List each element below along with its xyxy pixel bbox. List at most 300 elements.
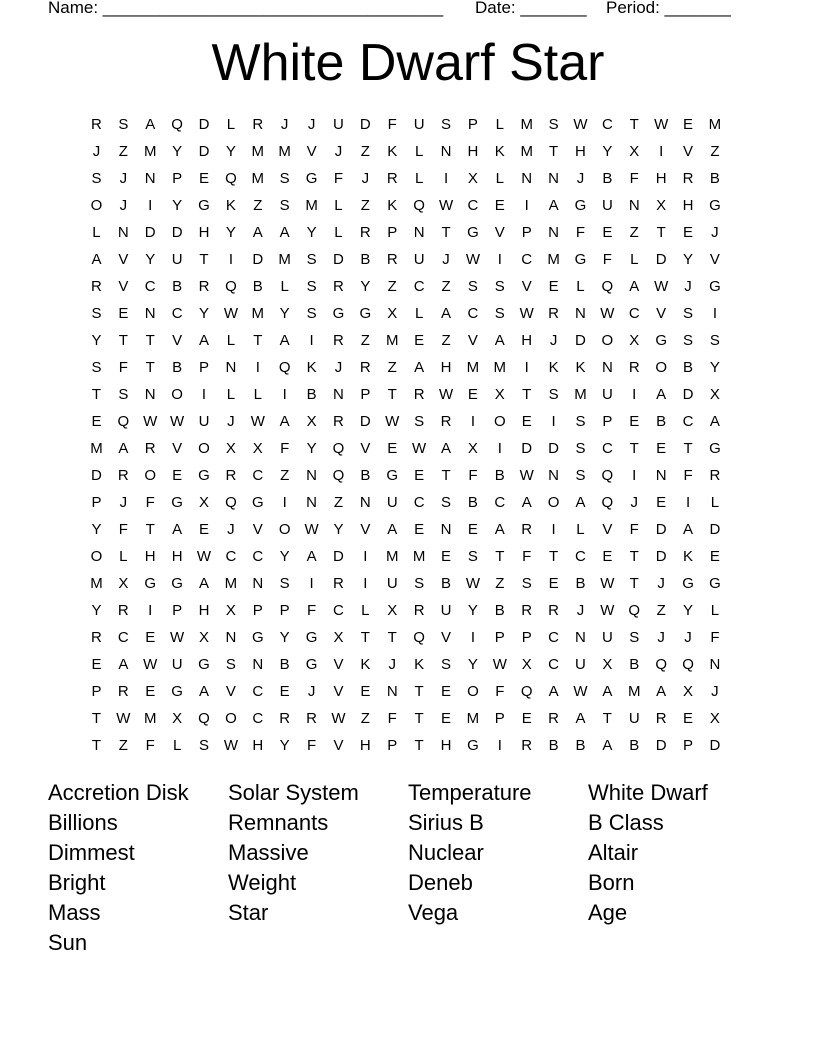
grid-letter: K xyxy=(494,143,505,160)
grid-letter: U xyxy=(628,710,640,727)
grid-letter: I xyxy=(659,143,664,160)
grid-letter: S xyxy=(467,278,478,295)
grid-letter: R xyxy=(521,737,533,754)
grid-letter: E xyxy=(414,332,425,349)
grid-letter: P xyxy=(360,386,371,403)
grid-letter: E xyxy=(521,413,532,430)
grid-letter: E xyxy=(656,494,667,511)
grid-letter: Y xyxy=(360,278,371,295)
grid-letter: N xyxy=(144,170,156,187)
grid-letter: Y xyxy=(279,305,290,322)
grid-letter: J xyxy=(711,683,719,700)
grid-letter: C xyxy=(333,602,344,619)
grid-letter: T xyxy=(629,575,639,592)
grid-letter: H xyxy=(440,359,452,376)
grid-letter: W xyxy=(331,710,346,727)
grid-letter: E xyxy=(467,386,478,403)
grid-letter: A xyxy=(91,251,102,268)
grid-letter: U xyxy=(386,494,398,511)
grid-letter: E xyxy=(467,521,478,538)
word-bank-item: Age xyxy=(588,900,628,925)
grid-letter: I xyxy=(148,197,153,214)
grid-letter: H xyxy=(467,143,479,160)
grid-letter: X xyxy=(467,440,478,457)
grid-letter: E xyxy=(145,683,156,700)
grid-letter: H xyxy=(171,548,183,565)
grid-letter: I xyxy=(148,602,153,619)
grid-letter: W xyxy=(250,413,265,430)
grid-letter: L xyxy=(280,278,289,295)
grid-letter: G xyxy=(251,494,264,511)
grid-letter: I xyxy=(470,413,475,430)
grid-letter: U xyxy=(601,629,613,646)
grid-letter: B xyxy=(279,656,290,673)
grid-letter: Y xyxy=(306,440,317,457)
grid-letter: Y xyxy=(709,359,720,376)
grid-letter: T xyxy=(549,143,559,160)
grid-letter: L xyxy=(710,494,720,511)
grid-letter: B xyxy=(656,413,667,430)
grid-letter: N xyxy=(144,386,156,403)
grid-letter: M xyxy=(466,359,480,376)
grid-letter: X xyxy=(172,710,183,727)
word-bank-item: Born xyxy=(588,870,635,895)
grid-letter: R xyxy=(91,278,102,295)
grid-letter: D xyxy=(333,251,344,268)
grid-letter: C xyxy=(252,683,264,700)
grid-letter: P xyxy=(91,683,102,700)
grid-letter: D xyxy=(709,521,721,538)
grid-letter: S xyxy=(494,278,505,295)
grid-letter: F xyxy=(306,602,317,619)
grid-letter: G xyxy=(655,332,667,349)
grid-letter: G xyxy=(198,467,210,484)
grid-letter: M xyxy=(90,440,103,457)
grid-letter: F xyxy=(387,710,397,727)
grid-letter: E xyxy=(145,629,156,646)
grid-letter: S xyxy=(414,413,425,430)
grid-letter: C xyxy=(144,278,156,295)
grid-letter: X xyxy=(521,656,532,673)
grid-letter: E xyxy=(199,170,210,187)
grid-letter: F xyxy=(118,359,128,376)
grid-letter: P xyxy=(279,602,290,619)
grid-letter: O xyxy=(90,548,103,565)
grid-letter: X xyxy=(629,143,640,160)
grid-letter: M xyxy=(547,251,560,268)
grid-letter: M xyxy=(305,197,318,214)
grid-letter: C xyxy=(171,305,183,322)
grid-letter: V xyxy=(656,305,667,322)
grid-letter: H xyxy=(521,332,533,349)
grid-letter: O xyxy=(225,710,237,727)
grid-letter: R xyxy=(548,710,559,727)
grid-letter: U xyxy=(171,656,183,673)
grid-letter: S xyxy=(467,548,478,565)
grid-letter: L xyxy=(226,386,236,403)
grid-letter: M xyxy=(385,332,399,349)
grid-letter: S xyxy=(494,305,505,322)
grid-letter: S xyxy=(441,656,452,673)
grid-letter: T xyxy=(441,224,451,241)
grid-letter: A xyxy=(172,521,183,538)
grid-letter: Q xyxy=(601,278,614,295)
grid-row xyxy=(83,462,735,489)
grid-letter: J xyxy=(280,116,289,133)
grid-letter: W xyxy=(385,413,400,430)
grid-letter: C xyxy=(494,494,506,511)
grid-letter: T xyxy=(602,710,612,727)
grid-letter: L xyxy=(710,602,720,619)
grid-letter: N xyxy=(306,467,317,484)
grid-letter: G xyxy=(467,224,479,241)
grid-letter: I xyxy=(632,386,637,403)
grid-letter: P xyxy=(602,413,613,430)
grid-letter: F xyxy=(468,467,478,484)
grid-letter: R xyxy=(386,170,398,187)
grid-letter: Y xyxy=(172,143,183,160)
grid-letter: M xyxy=(520,116,533,133)
grid-letter: S xyxy=(521,575,532,592)
grid-letter: Y xyxy=(91,332,102,349)
grid-letter: W xyxy=(492,656,507,673)
grid-letter: N xyxy=(413,224,425,241)
grid-letter: A xyxy=(199,683,210,700)
grid-letter: L xyxy=(361,602,370,619)
grid-letter: Q xyxy=(520,683,533,700)
grid-letter: X xyxy=(629,332,640,349)
grid-letter: J xyxy=(119,197,128,214)
grid-letter: S xyxy=(683,305,694,322)
grid-letter: N xyxy=(601,359,613,376)
grid-letter: P xyxy=(387,737,398,754)
grid-letter: E xyxy=(118,305,129,322)
grid-letter: W xyxy=(438,386,454,403)
grid-letter: C xyxy=(601,440,613,457)
grid-letter: X xyxy=(306,413,317,430)
grid-letter: L xyxy=(334,197,343,214)
grid-letter: U xyxy=(575,656,586,673)
grid-letter: G xyxy=(198,197,210,214)
grid-letter: E xyxy=(683,710,694,727)
grid-letter: M xyxy=(466,710,480,727)
grid-letter: R xyxy=(117,467,129,484)
grid-letter: N xyxy=(655,467,667,484)
grid-row xyxy=(83,354,735,381)
grid-letter: Q xyxy=(601,467,614,484)
grid-letter: Y xyxy=(602,143,613,160)
grid-letter: Z xyxy=(629,224,639,241)
grid-letter: A xyxy=(656,386,667,403)
grid-letter: T xyxy=(522,386,532,403)
grid-letter: E xyxy=(602,224,613,241)
grid-letter: N xyxy=(521,170,533,187)
grid-letter: G xyxy=(144,575,157,592)
grid-letter: A xyxy=(575,494,586,511)
grid-letter: D xyxy=(521,440,533,457)
grid-letter: T xyxy=(145,332,155,349)
grid-letter: C xyxy=(548,629,559,646)
grid-letter: R xyxy=(333,278,344,295)
grid-letter: W xyxy=(465,251,480,268)
grid-letter: E xyxy=(683,116,694,133)
grid-letter: F xyxy=(522,548,532,565)
grid-letter: Q xyxy=(225,170,237,187)
grid-letter: T xyxy=(414,737,424,754)
grid-letter: X xyxy=(709,386,720,403)
grid-letter: P xyxy=(494,710,505,727)
grid-letter: I xyxy=(524,197,529,214)
grid-letter: D xyxy=(198,116,210,133)
grid-letter: S xyxy=(629,629,640,646)
grid-letter: J xyxy=(657,629,665,646)
grid-letter: U xyxy=(386,575,398,592)
grid-letter: X xyxy=(602,656,613,673)
grid-letter: G xyxy=(467,737,479,754)
grid-letter: C xyxy=(413,278,425,295)
grid-letter: H xyxy=(575,143,586,160)
grid-letter: A xyxy=(548,197,559,214)
grid-letter: Q xyxy=(413,629,425,646)
grid-letter: L xyxy=(334,224,343,241)
grid-letter: T xyxy=(629,440,639,457)
grid-letter: Q xyxy=(198,710,210,727)
word-bank xyxy=(48,778,788,958)
grid-letter: R xyxy=(682,170,694,187)
grid-letter: S xyxy=(225,656,236,673)
grid-letter: D xyxy=(144,224,156,241)
grid-letter: B xyxy=(252,278,263,295)
grid-letter: R xyxy=(91,116,102,133)
grid-letter: B xyxy=(629,656,640,673)
grid-letter: E xyxy=(656,440,667,457)
grid-letter: Q xyxy=(117,413,130,430)
grid-letter: M xyxy=(412,548,426,565)
grid-letter: C xyxy=(252,467,264,484)
grid-letter: T xyxy=(145,359,155,376)
grid-letter: F xyxy=(280,440,290,457)
grid-letter: H xyxy=(198,224,210,241)
grid-letter: M xyxy=(628,683,641,700)
grid-letter: E xyxy=(441,710,452,727)
grid-letter: J xyxy=(657,575,665,592)
page-title: White Dwarf Star xyxy=(211,34,605,92)
grid-letter: G xyxy=(359,305,372,322)
grid-letter: R xyxy=(333,332,344,349)
grid-letter: P xyxy=(467,116,478,133)
grid-letter: J xyxy=(684,278,692,295)
grid-letter: Z xyxy=(360,197,370,214)
grid-letter: I xyxy=(363,548,368,565)
grid-letter: I xyxy=(497,251,502,268)
grid-letter: Z xyxy=(656,602,666,619)
grid-letter: Q xyxy=(332,467,345,484)
grid-letter: B xyxy=(575,737,586,754)
grid-letter: E xyxy=(387,440,398,457)
grid-letter: A xyxy=(252,224,263,241)
grid-letter: E xyxy=(172,467,183,484)
grid-letter: U xyxy=(333,116,344,133)
grid-letter: W xyxy=(223,737,238,754)
grid-letter: W xyxy=(573,116,588,133)
grid-letter: J xyxy=(307,116,316,133)
grid-letter: Z xyxy=(387,359,397,376)
grid-letter: N xyxy=(575,305,586,322)
grid-row xyxy=(83,516,735,543)
grid-row xyxy=(83,300,735,327)
grid-letter: S xyxy=(279,197,290,214)
grid-letter: B xyxy=(548,737,559,754)
grid-letter: G xyxy=(198,656,210,673)
grid-letter: B xyxy=(629,737,640,754)
word-bank-item: Deneb xyxy=(408,870,473,895)
grid-row xyxy=(83,165,735,192)
grid-letter: B xyxy=(575,575,586,592)
word-bank-item: Remnants xyxy=(228,810,329,835)
grid-letter: Y xyxy=(279,629,290,646)
grid-letter: Q xyxy=(628,602,641,619)
grid-letter: F xyxy=(333,170,344,187)
grid-letter: X xyxy=(199,494,210,511)
grid-letter: C xyxy=(252,548,264,565)
grid-letter: D xyxy=(655,548,667,565)
grid-letter: Z xyxy=(333,494,344,511)
grid-letter: D xyxy=(198,143,210,160)
grid-letter: D xyxy=(655,521,667,538)
grid-letter: G xyxy=(709,197,721,214)
grid-letter: R xyxy=(91,629,102,646)
grid-letter: N xyxy=(440,143,452,160)
grid-letter: B xyxy=(172,359,183,376)
grid-letter: I xyxy=(255,359,260,376)
grid-row xyxy=(83,192,735,219)
grid-letter: X xyxy=(225,602,236,619)
grid-letter: S xyxy=(575,440,586,457)
grid-row xyxy=(83,138,735,165)
grid-letter: P xyxy=(252,602,263,619)
grid-letter: H xyxy=(252,737,264,754)
grid-letter: O xyxy=(171,386,183,403)
grid-row xyxy=(83,570,735,597)
grid-letter: M xyxy=(224,575,238,592)
grid-letter: G xyxy=(574,197,587,214)
grid-letter: Y xyxy=(306,224,317,241)
grid-letter: S xyxy=(279,575,290,592)
grid-letter: T xyxy=(629,548,639,565)
grid-letter: S xyxy=(548,386,559,403)
grid-letter: E xyxy=(548,278,559,295)
grid-row xyxy=(83,732,735,759)
grid-letter: A xyxy=(548,683,559,700)
word-bank-item: Star xyxy=(228,900,269,925)
grid-letter: Y xyxy=(333,521,344,538)
word-bank-item: Bright xyxy=(48,870,106,895)
grid-letter: R xyxy=(279,710,291,727)
grid-letter: S xyxy=(118,386,129,403)
grid-letter: R xyxy=(359,224,371,241)
word-search-grid xyxy=(83,111,735,759)
grid-letter: W xyxy=(170,413,185,430)
grid-row xyxy=(83,651,735,678)
grid-letter: G xyxy=(709,440,721,457)
grid-letter: N xyxy=(628,197,640,214)
grid-letter: R xyxy=(521,602,533,619)
grid-letter: E xyxy=(629,413,640,430)
grid-letter: W xyxy=(196,548,212,565)
grid-letter: A xyxy=(602,737,613,754)
grid-letter: G xyxy=(574,251,587,268)
grid-letter: Z xyxy=(360,332,370,349)
grid-letter: J xyxy=(549,332,558,349)
grid-letter: N xyxy=(225,629,237,646)
grid-letter: S xyxy=(199,737,210,754)
grid-letter: Y xyxy=(225,224,236,241)
grid-letter: F xyxy=(575,224,586,241)
grid-letter: M xyxy=(251,143,265,160)
grid-letter: N xyxy=(440,521,452,538)
grid-letter: N xyxy=(144,305,156,322)
grid-letter: A xyxy=(602,683,613,700)
grid-letter: L xyxy=(414,170,424,187)
grid-letter: A xyxy=(199,575,210,592)
grid-letter: I xyxy=(712,305,718,322)
grid-letter: K xyxy=(575,359,586,376)
grid-letter: A xyxy=(414,359,425,376)
grid-letter: T xyxy=(91,710,102,727)
grid-letter: W xyxy=(170,629,185,646)
grid-letter: I xyxy=(551,521,556,538)
grid-letter: L xyxy=(172,737,182,754)
grid-letter: Y xyxy=(683,602,694,619)
grid-letter: M xyxy=(708,116,722,133)
grid-letter: X xyxy=(709,710,720,727)
grid-letter: E xyxy=(709,548,720,565)
grid-letter: U xyxy=(198,413,210,430)
grid-letter: S xyxy=(118,116,129,133)
grid-letter: J xyxy=(711,224,719,241)
grid-letter: G xyxy=(386,467,399,484)
grid-letter: W xyxy=(519,305,534,322)
grid-row xyxy=(83,327,735,354)
grid-letter: A xyxy=(279,332,290,349)
grid-letter: E xyxy=(441,548,452,565)
grid-letter: X xyxy=(225,440,236,457)
grid-letter: Q xyxy=(655,656,667,673)
grid-letter: R xyxy=(548,305,559,322)
grid-letter: P xyxy=(521,629,532,646)
grid-letter: D xyxy=(359,116,371,133)
grid-letter: G xyxy=(171,494,183,511)
grid-letter: A xyxy=(494,521,505,538)
grid-letter: I xyxy=(282,494,287,511)
grid-letter: S xyxy=(91,170,102,187)
grid-letter: Z xyxy=(360,710,370,727)
grid-letter: E xyxy=(279,683,290,700)
grid-letter: Q xyxy=(225,278,237,295)
grid-letter: A xyxy=(441,440,452,457)
grid-letter: V xyxy=(172,332,183,349)
grid-row xyxy=(83,624,735,651)
grid-letter: W xyxy=(465,575,480,592)
grid-letter: H xyxy=(198,602,210,619)
grid-letter: V xyxy=(225,683,236,700)
grid-letter: R xyxy=(117,602,129,619)
grid-letter: E xyxy=(494,197,505,214)
grid-letter: Q xyxy=(278,359,291,376)
word-bank-item: Mass xyxy=(48,900,101,925)
grid-letter: R xyxy=(359,359,371,376)
grid-letter: A xyxy=(709,413,720,430)
